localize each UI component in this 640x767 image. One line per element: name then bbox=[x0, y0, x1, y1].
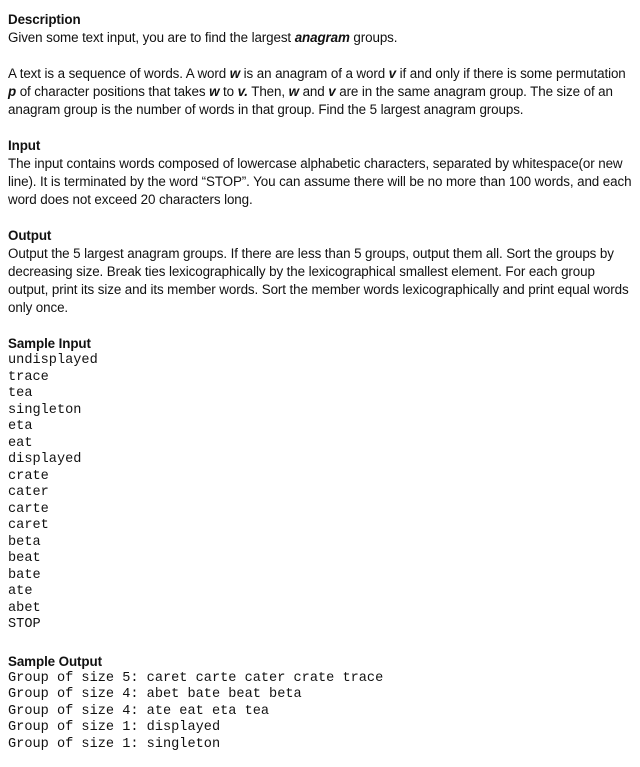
input-heading: Input bbox=[8, 138, 41, 153]
sample-input-heading: Sample Input bbox=[8, 336, 91, 351]
problem-statement bbox=[8, 11, 634, 753]
sample-input-line: undisplayed bbox=[8, 353, 98, 368]
sample-input-line: beta bbox=[8, 534, 41, 550]
sample-output-line: Group of size 1: singleton bbox=[8, 736, 221, 752]
sample-input-line: beat bbox=[8, 551, 41, 566]
sample-input-line: STOP bbox=[8, 617, 41, 632]
description-heading: Description bbox=[8, 12, 81, 27]
output-heading: Output bbox=[8, 228, 52, 243]
sample-input-line: abet bbox=[8, 600, 41, 616]
sample-input-line: cater bbox=[8, 485, 49, 500]
input-text: The input contains words composed of lowercase alphabetic characters, separated by whitespace(or new line). It is terminated by the word “STOP”. You can assume there will be no more than 100 words, and each word does not exceed 20 characters long. bbox=[8, 156, 632, 207]
sample-input-line: bate bbox=[8, 567, 41, 583]
description-intro: Given some text input, you are to find the largest anagram groups. bbox=[8, 30, 398, 45]
description-definition: A text is a sequence of words. A word w is an anagram of a word v if and only if there is some permutation p of character positions that takes w to v. Then, w and v are in the same anagram group. The size of an anagram group is the number of words in that group. Find the 5 largest anagram groups. bbox=[8, 66, 626, 117]
sample-input-block bbox=[8, 353, 634, 634]
sample-output-block bbox=[8, 671, 634, 754]
sample-output-heading: Sample Output bbox=[8, 653, 102, 669]
sample-input-line: tea bbox=[8, 386, 33, 401]
sample-input-line: displayed bbox=[8, 452, 82, 467]
sample-input-line: eat bbox=[8, 435, 33, 451]
sample-input-line: ate bbox=[8, 584, 33, 599]
sample-input-line: caret bbox=[8, 518, 49, 533]
sample-input-line: carte bbox=[8, 501, 49, 517]
sample-output-line: Group of size 4: abet bate beat beta bbox=[8, 687, 302, 702]
sample-input-line: singleton bbox=[8, 402, 82, 418]
sample-output-line: Group of size 4: ate eat eta tea bbox=[8, 703, 270, 719]
output-text: Output the 5 largest anagram groups. If there are less than 5 groups, output them all. Sort the groups by decreasing size. Break ties lexicographically by the lexicographical smallest element. For each group output, print its size and its member words. Sort the member words lexicographically and print equal words only once. bbox=[8, 246, 629, 315]
sample-output-line: Group of size 1: displayed bbox=[8, 720, 221, 735]
sample-input-line: trace bbox=[8, 369, 49, 385]
sample-input-line: eta bbox=[8, 419, 33, 434]
anagram-emphasis: anagram bbox=[294, 30, 350, 45]
sample-input-line: crate bbox=[8, 468, 49, 484]
sample-output-line: Group of size 5: caret carte cater crate trace bbox=[8, 670, 384, 686]
